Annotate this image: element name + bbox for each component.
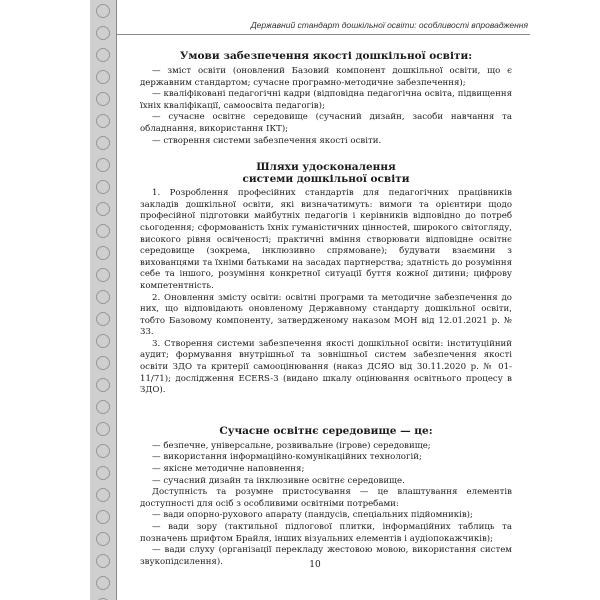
page-content — [140, 50, 512, 568]
section-title-quality-conditions: Умови забезпечення якості дошкільної освіти: — [179, 50, 473, 62]
list-item: — кваліфіковані педагогічні кадри (відповідна педагогічна освіта, підвищення їхніх кваліфікації, самоосвіта педагогів); — [140, 89, 512, 111]
list-item: — вади слуху (організації перекладу жестовою мовою, використання систем звукопідсилення). — [140, 545, 512, 567]
list-item: — сучасне освітнє середовище (сучасний дизайн, засоби навчання та обладнання, використання ІКТ); — [140, 112, 512, 134]
list-item: — вади зору (тактильної підлогової плитки, інформаційних таблиць та позначень шрифтом Брайля, інших візуальних елементів і аудіопокажчиків); — [140, 522, 512, 544]
list-item: — вади опорно-рухового апарату (пандусів, спеціальних підйомників); — [152, 510, 473, 521]
paragraph: 2. Оновлення змісту освіти: освітні програми та методичне забезпечення до них, що відповідають оновленому Державному стандарту дошкільної освіти, тобто Базовому компоненту, затвердженому наказом МОН від 12.01.2021 р. № 33. — [140, 292, 512, 338]
list-item: — сучасний дизайн та інклюзивне освітнє середовище. — [152, 475, 405, 486]
section-title-line2: системи дошкільної освіти — [242, 173, 410, 186]
section-title-line1: Шляхи удосконалення — [256, 161, 396, 174]
paragraph: Доступність та розумне пристосування — це влаштування елементів доступності для осіб з особливими освітніми потребами: — [140, 487, 512, 509]
running-header — [116, 20, 530, 35]
border-divider — [116, 0, 117, 600]
section-title-environment: Сучасне освітнє середовище — це: — [219, 424, 433, 437]
running-title: Державний стандарт дошкільної освіти: особливості впровадження — [250, 20, 528, 30]
section-title-improvement — [140, 161, 512, 185]
list-item: — використання інформаційно-комунікаційних технологій; — [152, 452, 422, 463]
paragraph: 3. Створення системи забезпечення якості дошкільної освіти: інституційний аудит; формування внутрішньої та зовнішньої систем забезпечення якості освіти ЗДО та критерії самооцінювання (наказ ДСЯО від 30.11.2020 р. № 01-11/71); дослідження ECERS-3 (видано шкалу оцінювання освітнього процесу в ЗДО). — [140, 338, 512, 396]
ornamental-border — [90, 0, 116, 600]
list-item: — якісне методичне наповнення; — [152, 464, 305, 475]
list-item: — безпечне, універсальне, розвивальне (ігрове) середовище; — [152, 440, 431, 451]
paragraph: 1. Розроблення професійних стандартів для педагогічних працівників закладів дошкільної освіти, які визначатимуть: вимоги та орієнтири щодо професійної підготовки майбутніх педагогів і керівників відповідно до потреб сьогодення; сформованість їхніх гуманістичних цінностей, широкого світогляду, високого рівня освіченості; практичні вміння створювати відповідне освітнє середовище (зокрема, інклюзивно спрямоване); будувати взаємини з вихованцями та їхніми батьками на засадах партнерства; здатність до розуміння себе та іншого, розуміння конкретної ситуації буття кожної дитини; цифрову компетентність. — [140, 188, 512, 291]
list-item: — створення системи забезпечення якості освіти. — [152, 135, 382, 146]
list-item: — зміст освіти (оновлений Базовий компонент дошкільної освіти, що є державним стандартом; сучасне програмно-методичне забезпечення); — [140, 66, 512, 88]
page-number: 10 — [309, 560, 321, 570]
